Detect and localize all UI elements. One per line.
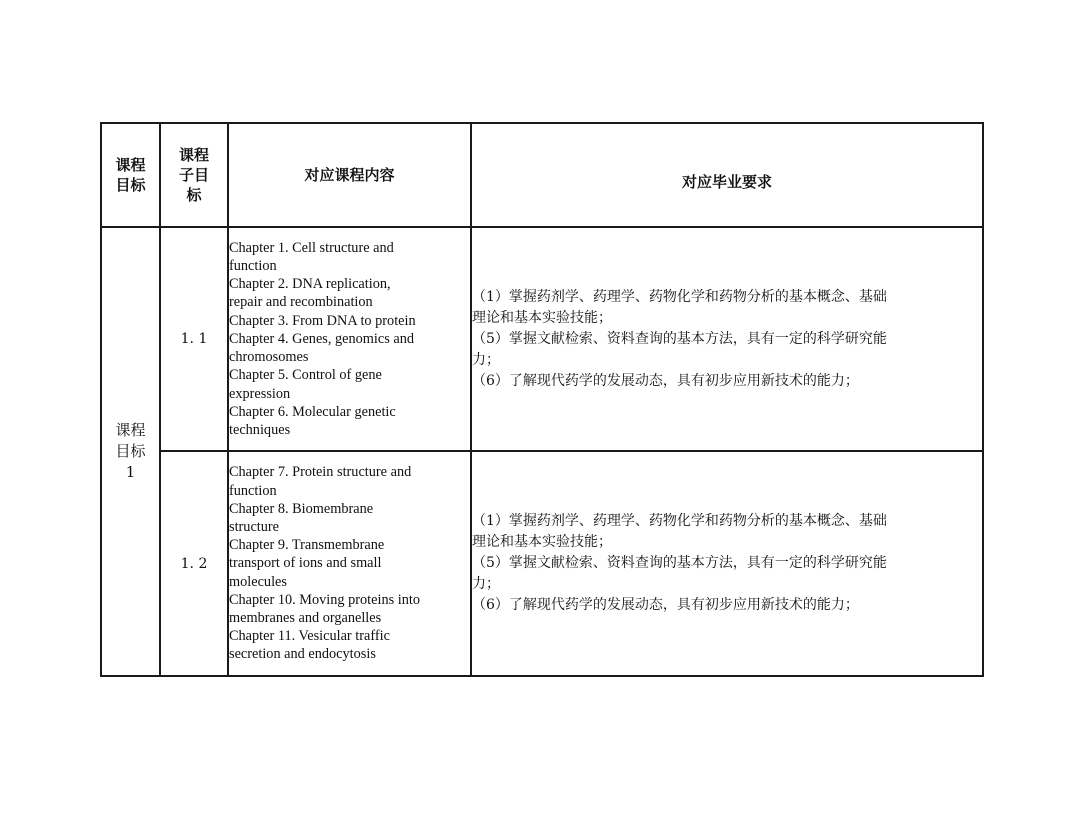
content-line: Chapter 7. Protein structure and bbox=[229, 464, 412, 481]
content-line: transport of ions and small bbox=[229, 555, 382, 572]
content-line: Chapter 6. Molecular genetic bbox=[229, 403, 396, 420]
requirement-line: 理论和基本实验技能； bbox=[472, 534, 612, 550]
header-subgoal-line: 标 bbox=[186, 186, 202, 204]
subgoal-cell: 1. 2 bbox=[160, 451, 228, 676]
course-content-cell bbox=[228, 451, 471, 676]
header-goal bbox=[101, 123, 160, 227]
content-line: expression bbox=[229, 385, 291, 402]
content-line: Chapter 4. Genes, genomics and bbox=[229, 330, 415, 347]
header-goal-line: 目标 bbox=[115, 176, 146, 194]
course-content-cell bbox=[228, 227, 471, 451]
requirement-line: 力； bbox=[472, 351, 500, 368]
content-line: Chapter 9. Transmembrane bbox=[229, 537, 385, 554]
header-content: 对应课程内容 bbox=[228, 123, 471, 227]
content-line: molecules bbox=[229, 573, 287, 590]
goal-label-line: 课程 bbox=[115, 421, 146, 439]
header-goal-line: 课程 bbox=[115, 156, 146, 174]
requirement-line: （6）了解现代药学的发展动态，具有初步应用新技术的能力； bbox=[472, 597, 859, 613]
requirement-line: （5）掌握文献检索、资料查询的基本方法，具有一定的科学研究能 bbox=[472, 555, 887, 571]
table-row bbox=[101, 227, 983, 451]
content-line: Chapter 8. Biomembrane bbox=[229, 500, 374, 517]
goal-label-line: 目标 bbox=[115, 442, 146, 460]
table-row bbox=[101, 451, 983, 676]
content-line: structure bbox=[229, 518, 280, 535]
content-line: Chapter 3. From DNA to protein bbox=[229, 312, 416, 329]
content-line: membranes and organelles bbox=[229, 610, 382, 626]
content-line: Chapter 10. Moving proteins into bbox=[229, 591, 421, 608]
requirement-line: （1）掌握药剂学、药理学、药物化学和药物分析的基本概念、基础 bbox=[472, 513, 887, 529]
graduation-requirement-cell bbox=[471, 451, 983, 676]
content-line: secretion and endocytosis bbox=[229, 646, 376, 663]
content-line: Chapter 11. Vesicular traffic bbox=[229, 628, 390, 645]
content-line: Chapter 2. DNA replication, bbox=[229, 276, 391, 293]
goal-label-line: 1 bbox=[125, 463, 136, 481]
content-line: Chapter 1. Cell structure and bbox=[229, 239, 394, 256]
content-line: Chapter 5. Control of gene bbox=[229, 367, 382, 384]
requirement-line: （6）了解现代药学的发展动态，具有初步应用新技术的能力； bbox=[472, 372, 859, 389]
requirement-line: （5）掌握文献检索、资料查询的基本方法，具有一定的科学研究能 bbox=[472, 330, 887, 347]
header-subgoal-line: 课程 bbox=[178, 146, 209, 164]
subgoal-cell: 1. 1 bbox=[160, 227, 228, 451]
content-line: function bbox=[229, 258, 277, 275]
course-objectives-table bbox=[100, 122, 984, 677]
graduation-requirement-cell bbox=[471, 227, 983, 451]
header-subgoal bbox=[160, 123, 228, 227]
content-line: techniques bbox=[229, 421, 291, 438]
header-row bbox=[101, 123, 983, 227]
header-requirement: 对应毕业要求 bbox=[471, 123, 983, 227]
requirement-line: （1）掌握药剂学、药理学、药物化学和药物分析的基本概念、基础 bbox=[472, 288, 887, 305]
requirement-line: 理论和基本实验技能； bbox=[472, 309, 612, 326]
content-line: function bbox=[229, 482, 277, 499]
content-line: repair and recombination bbox=[229, 294, 373, 311]
course-goal-cell bbox=[101, 227, 160, 676]
header-subgoal-line: 子目 bbox=[178, 166, 209, 184]
requirement-line: 力； bbox=[472, 576, 500, 592]
content-line: chromosomes bbox=[229, 349, 309, 366]
